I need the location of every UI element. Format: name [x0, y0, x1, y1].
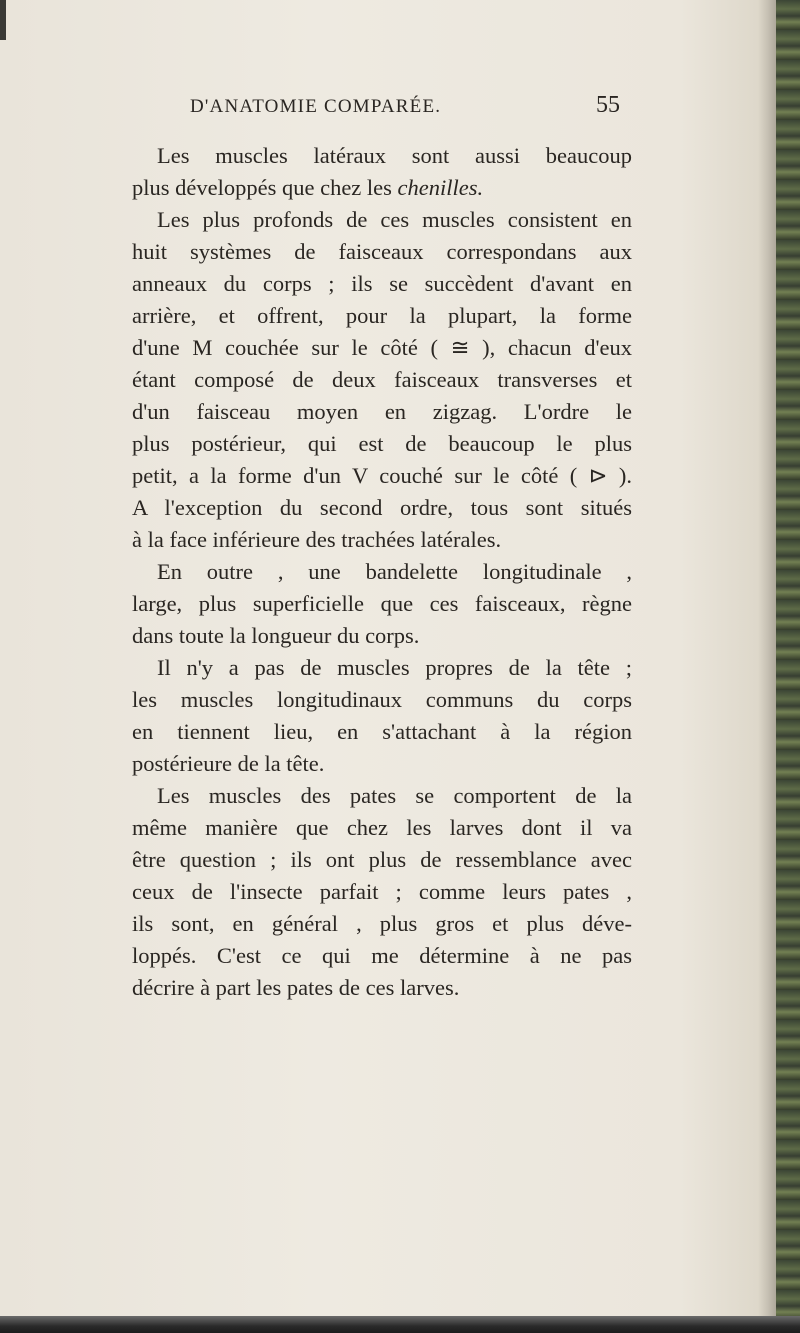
book-binding-edge [776, 0, 800, 1333]
gutter-shadow [758, 0, 776, 1333]
text-line: plus postérieur, qui est de beaucoup le plus [132, 431, 632, 456]
text-line: loppés. C'est ce qui me détermine à ne pas [132, 943, 632, 968]
text-line: Il n'y a pas de muscles propres de la tête ; [157, 655, 632, 680]
text-line: dans toute la longueur du corps. [132, 623, 420, 648]
text-line: large, plus superficielle que ces faisceaux, règne [132, 591, 632, 616]
text-line [132, 172, 632, 204]
text-line: en tiennent lieu, en s'attachant à la région [132, 719, 632, 744]
running-title: D'ANATOMIE COMPARÉE. [190, 96, 442, 117]
text-line: à la face inférieure des trachées latérales. [132, 527, 502, 552]
scan-bottom-edge [0, 1316, 800, 1333]
text-line: huit systèmes de faisceaux correspondans aux [132, 239, 632, 264]
text-line: A l'exception du second ordre, tous sont situés [132, 495, 632, 520]
text-line: postérieure de la tête. [132, 751, 325, 776]
text-line: décrire à part les pates de ces larves. [132, 975, 460, 1000]
text-line: Les plus profonds de ces muscles consistent en [157, 207, 632, 232]
text-line: même manière que chez les larves dont il va [132, 815, 632, 840]
text-line: En outre , une bandelette longitudinale , [157, 559, 632, 584]
page-number: 55 [596, 92, 620, 118]
text-line: Les muscles latéraux sont aussi beaucoup [157, 143, 632, 168]
text-line: être question ; ils ont plus de ressemblance avec [132, 847, 632, 872]
text-line: étant composé de deux faisceaux transverses et [132, 367, 632, 392]
text-line: les muscles longitudinaux communs du corps [132, 687, 632, 712]
text-line: d'une M couchée sur le côté ( ≅ ), chacun d'eux [132, 335, 632, 360]
text-line: ceux de l'insecte parfait ; comme leurs pates , [132, 879, 632, 904]
italic-term: chenilles. [397, 175, 484, 200]
scan-edge [0, 0, 6, 40]
text-line: anneaux du corps ; ils se succèdent d'avant en [132, 271, 632, 296]
text-line: ils sont, en général , plus gros et plus déve- [132, 911, 632, 936]
body-text [132, 140, 632, 1004]
text-line: d'un faisceau moyen en zigzag. L'ordre le [132, 399, 632, 424]
text-fragment: plus développés que chez les [132, 175, 398, 200]
text-line: petit, a la forme d'un V couché sur le côté ( ⊳ ). [132, 463, 632, 488]
text-line: Les muscles des pates se comportent de la [157, 783, 632, 808]
running-head [190, 92, 620, 126]
text-line: arrière, et offrent, pour la plupart, la forme [132, 303, 632, 328]
